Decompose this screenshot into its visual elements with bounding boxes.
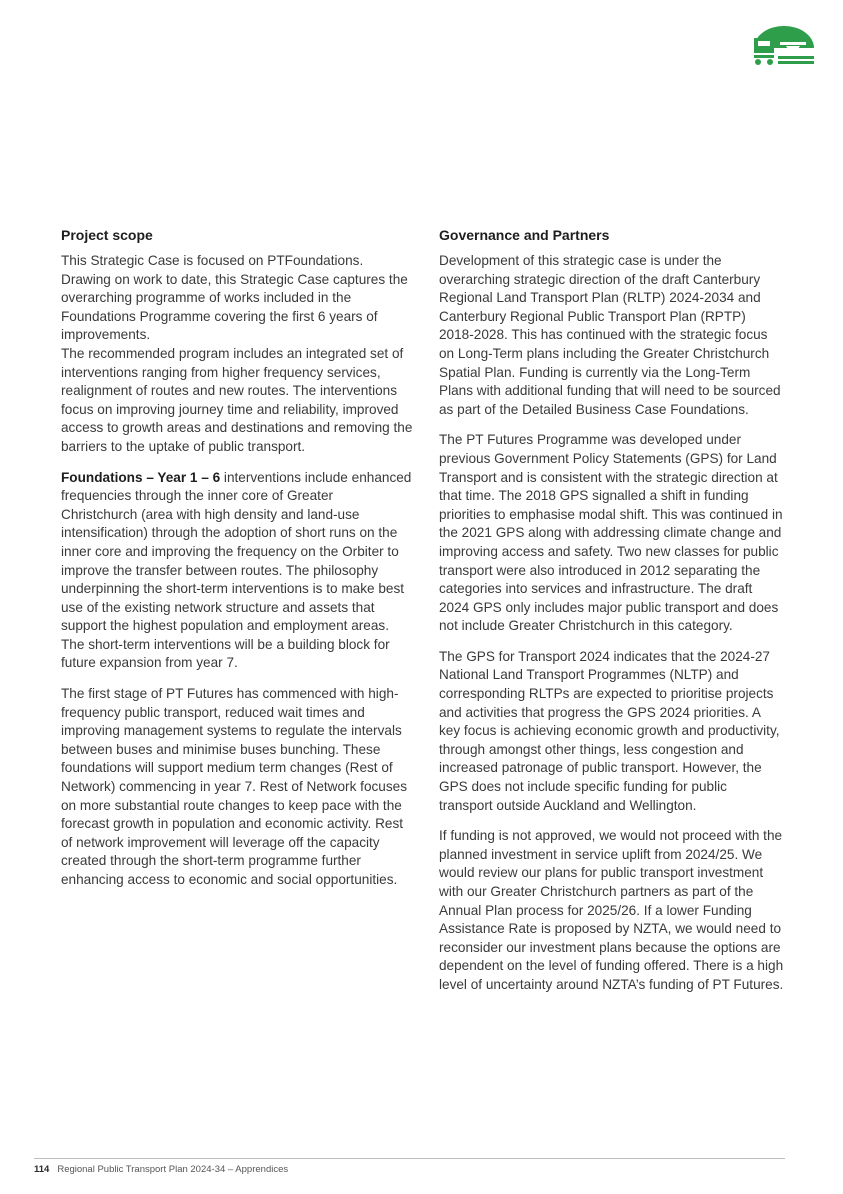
- governance-para-1: Development of this strategic case is under the overarching strategic direction of the draft Canterbury Regional Land Transport Plan (RLTP) 2024-2034 and Canterbury Regional Public Transport Plan (RPTP) 2018-2028. This has continued with the strategic focus on Long-Term plans including the Greater Christchurch Spatial Plan. Funding is currently via the Long-Term Plans with additional funding that will need to be sourced as part of the Detailed Business Case Foundations.: [439, 253, 781, 417]
- governance-para-4: If funding is not approved, we would not proceed with the planned investment in service uplift from 2024/25. We would review our plans for public transport investment with our Greater Christchurch partners as part of the Annual Plan process for 2025/26. If a lower Funding Assistance Rate is proposed by NZTA, we would need to reconsider our investment plans because the options are dependent on the level of funding offered. There is a high level of uncertainty around NZTA’s funding of PT Futures.: [439, 828, 784, 992]
- foundations-lead: Foundations – Year 1 – 6: [61, 469, 221, 485]
- project-scope-heading: Project scope: [61, 227, 153, 243]
- governance-para-3: The GPS for Transport 2024 indicates that the 2024-27 National Land Transport Programmes (NLTP) and corresponding RLTPs are expected to prioritise projects and activities that progress the GPS 2024 priorities. A key focus is achieving economic growth and productivity, through amongst other things, less congestion and increased patronage of public transport. However, the GPS does not include specific funding for public transport outside Auckland and Wellington.: [439, 648, 780, 813]
- foundations-paragraph: [61, 469, 413, 674]
- project-scope-para-1: This Strategic Case is focused on PTFoundations. Drawing on work to date, this Strategic Case captures the overarching programme of works included in the Foundations Programme covering the first 6 years of improvements.: [61, 253, 408, 343]
- footer-rule: [34, 1158, 785, 1159]
- page-number: 114: [34, 1164, 50, 1175]
- project-scope-column: [61, 226, 413, 902]
- governance-heading: Governance and Partners: [439, 227, 610, 243]
- bus-train-ferry-logo-icon: [750, 24, 818, 70]
- footer: [34, 1164, 288, 1175]
- project-scope-para-4: The first stage of PT Futures has commenced with high-frequency public transport, reduced wait times and improving management systems to regulate the intervals between buses and minimise buses bunching. These foundations will support medium term changes (Rest of Network) commencing in year 7. Rest of Network focuses on more substantial route changes to keep pace with the forecast growth in population and economic activity. Rest of network improvement will leverage off the capacity created through the short-term programme further enhancing access to economic and social opportunities.: [61, 686, 408, 887]
- foundations-text: interventions include enhanced frequencies through the inner core of Greater Christchurch (area with high density and land-use intensification) through the adoption of short runs on the inner core and improving the frequency on the Orbiter to improve the transfer between routes. The philosophy underpinning the short-term interventions is to make best use of the existing network structure and assets that support the highest population and employment areas. The short-term interventions will be a building block for future expansion from year 7.: [61, 469, 412, 671]
- project-scope-para-2: The recommended program includes an integrated set of interventions ranging from higher frequency services, realignment of routes and new routes. The interventions focus on improving journey time and reliability, improved access to growth areas and destinations and removing the barriers to the uptake of public transport.: [61, 345, 413, 454]
- footer-title: Regional Public Transport Plan 2024-34 – Apprendices: [57, 1164, 289, 1175]
- governance-column: [439, 226, 784, 1007]
- governance-para-2: The PT Futures Programme was developed under previous Government Policy Statements (GPS) for Land Transport and is consistent with the strategic direction at that time. The 2018 GPS signalled a shift in funding priorities to emphasise modal shift. This was continued in the 2021 GPS along with addressing climate change and improving access and safety. Two new classes for public transport were also introduced in 2012 separating the categories into services and infrastructure. The draft 2024 GPS only includes major public transport and does not include Greater Christchurch in this category.: [439, 432, 783, 634]
